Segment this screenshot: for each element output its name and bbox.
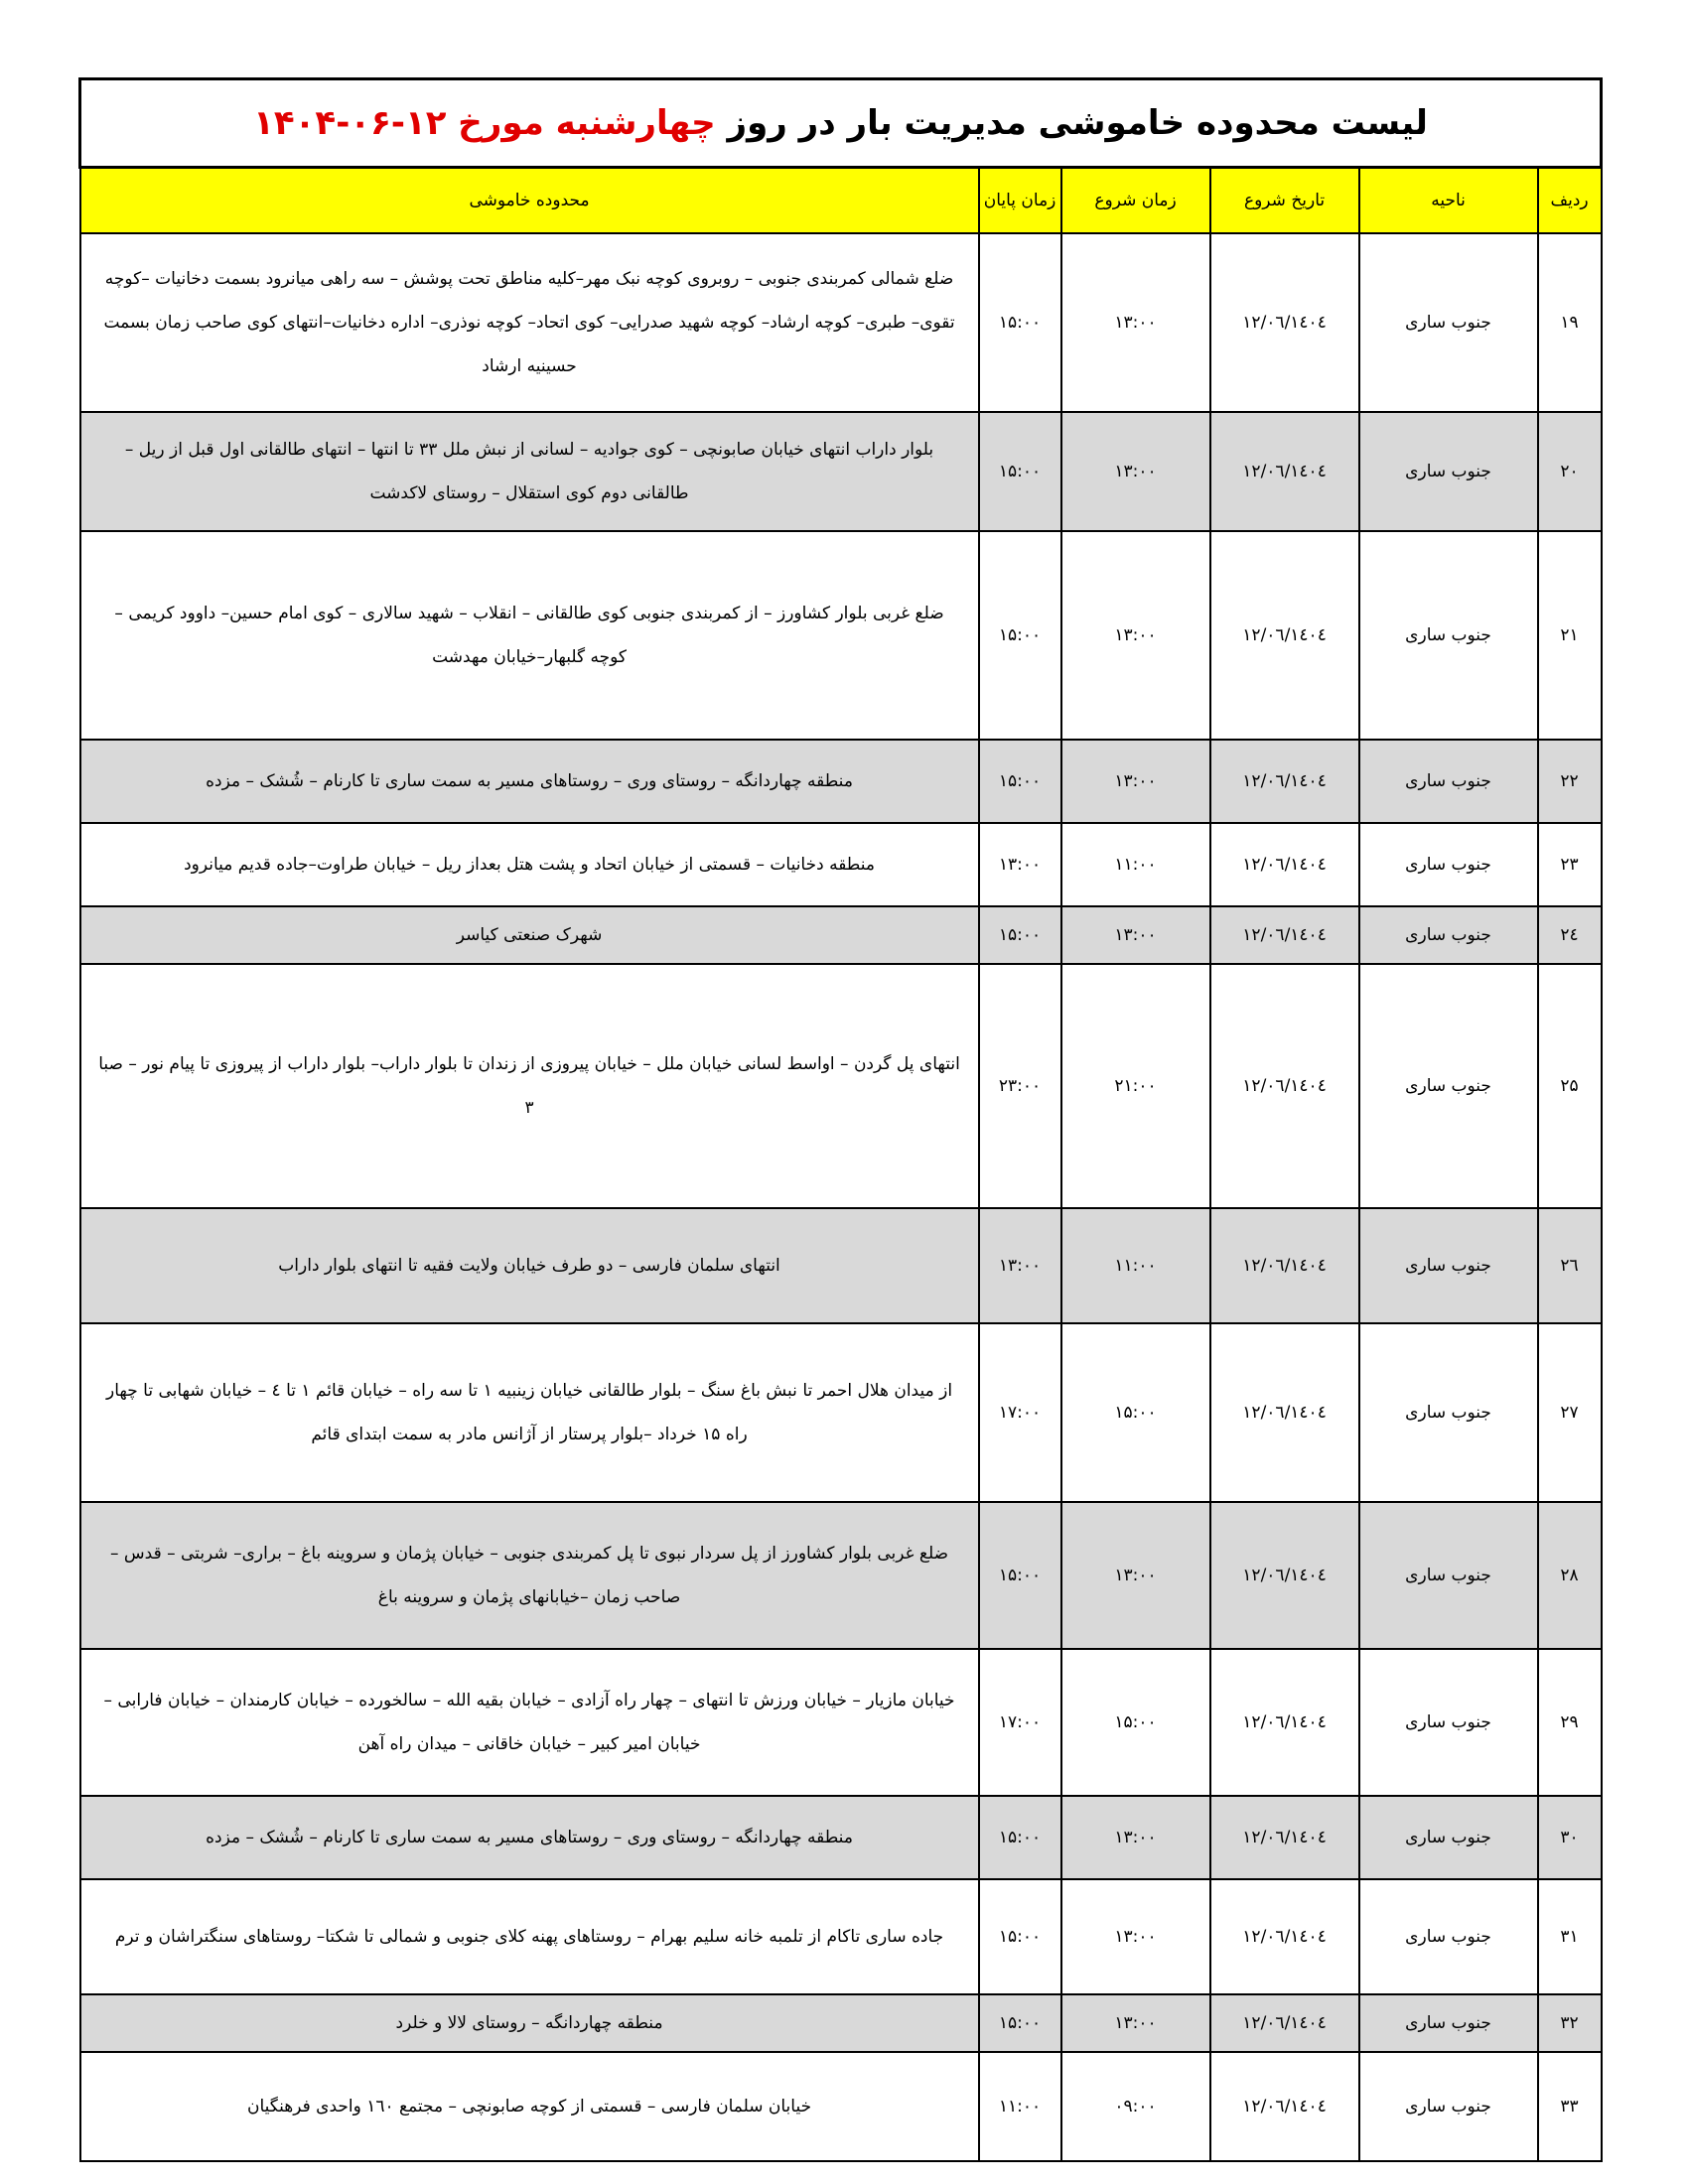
cell-start-time: ۱۳:۰۰ <box>1061 531 1210 740</box>
cell-start-date: ۱٤۰٤/۰٦/۱۲ <box>1210 823 1359 906</box>
cell-region: جنوب ساری <box>1359 906 1538 964</box>
cell-index: ۲۷ <box>1538 1323 1602 1502</box>
cell-index: ۲۸ <box>1538 1502 1602 1649</box>
cell-end-time: ۱۵:۰۰ <box>979 1994 1061 2052</box>
table-row <box>80 412 1602 531</box>
cell-outage-area: جاده ساری تاکام از تلمبه خانه سلیم بهرام – روستاهای پهنه کلای جنوبی و شمالی تا شکتا– روستاهای سنگتراشان و ترم <box>80 1879 979 1994</box>
table-header-row <box>80 168 1602 234</box>
cell-region: جنوب ساری <box>1359 823 1538 906</box>
cell-index: ۳۳ <box>1538 2052 1602 2161</box>
cell-index: ۲۹ <box>1538 1649 1602 1796</box>
table-row <box>80 1879 1602 1994</box>
cell-outage-area: انتهای سلمان فارسی – دو طرف خیابان ولایت فقیه تا انتهای بلوار داراب <box>80 1208 979 1323</box>
cell-end-time: ۱۵:۰۰ <box>979 233 1061 412</box>
table-row <box>80 233 1602 412</box>
cell-end-time: ۱۵:۰۰ <box>979 1796 1061 1879</box>
cell-region: جنوب ساری <box>1359 1649 1538 1796</box>
cell-start-time: ۰۹:۰۰ <box>1061 2052 1210 2161</box>
cell-start-time: ۱۳:۰۰ <box>1061 1994 1210 2052</box>
cell-start-time: ۱۵:۰۰ <box>1061 1649 1210 1796</box>
cell-region: جنوب ساری <box>1359 2052 1538 2161</box>
cell-outage-area: خیابان سلمان فارسی – قسمتی از کوچه صابونچی – مجتمع ۱٦۰ واحدی فرهنگیان <box>80 2052 979 2161</box>
cell-region: جنوب ساری <box>1359 412 1538 531</box>
cell-end-time: ۱۷:۰۰ <box>979 1323 1061 1502</box>
cell-start-time: ۱۳:۰۰ <box>1061 233 1210 412</box>
header-region: ناحیه <box>1359 168 1538 234</box>
cell-start-date: ۱٤۰٤/۰٦/۱۲ <box>1210 740 1359 823</box>
cell-index: ۲٤ <box>1538 906 1602 964</box>
cell-end-time: ۱۳:۰۰ <box>979 823 1061 906</box>
cell-start-date: ۱٤۰٤/۰٦/۱۲ <box>1210 1879 1359 1994</box>
cell-start-time: ۱۳:۰۰ <box>1061 906 1210 964</box>
header-outage-area: محدوده خاموشی <box>80 168 979 234</box>
cell-start-date: ۱٤۰٤/۰٦/۱۲ <box>1210 1502 1359 1649</box>
cell-start-date: ۱٤۰٤/۰٦/۱۲ <box>1210 906 1359 964</box>
header-start-time: زمان شروع <box>1061 168 1210 234</box>
cell-start-time: ۲۱:۰۰ <box>1061 964 1210 1208</box>
cell-region: جنوب ساری <box>1359 1796 1538 1879</box>
table-row <box>80 531 1602 740</box>
cell-index: ۲۲ <box>1538 740 1602 823</box>
cell-region: جنوب ساری <box>1359 233 1538 412</box>
cell-end-time: ۱۵:۰۰ <box>979 412 1061 531</box>
title-main: لیست محدوده خاموشی مدیریت بار در روز <box>715 103 1428 143</box>
table-row <box>80 1502 1602 1649</box>
cell-region: جنوب ساری <box>1359 964 1538 1208</box>
cell-outage-area: ضلع شمالی کمربندی جنوبی – روبروی کوچه نبک مهر–کلیه مناطق تحت پوشش – سه راهی میانرود بسمت دخانیات –کوچه تقوی– طبری– کوچه ارشاد– کوچه شهید صدرایی– کوی اتحاد– کوچه نوذری– اداره دخانیات–انتهای کوی صاحب زمان بسمت حسینیه ارشاد <box>80 233 979 412</box>
cell-start-time: ۱۳:۰۰ <box>1061 1879 1210 1994</box>
cell-index: ۲۰ <box>1538 412 1602 531</box>
table-row <box>80 1649 1602 1796</box>
cell-start-time: ۱۵:۰۰ <box>1061 1323 1210 1502</box>
cell-start-date: ۱٤۰٤/۰٦/۱۲ <box>1210 531 1359 740</box>
header-index: ردیف <box>1538 168 1602 234</box>
cell-outage-area: ضلع غربی بلوار کشاورز – از کمربندی جنوبی کوی طالقانی – انقلاب – شهید سالاری – کوی امام حسین– داوود کریمی – کوچه گلبهار–خیابان مهدشت <box>80 531 979 740</box>
table-row <box>80 1323 1602 1502</box>
table-row <box>80 1994 1602 2052</box>
header-start-date: تاریخ شروع <box>1210 168 1359 234</box>
cell-outage-area: ضلع غربی بلوار کشاورز از پل سردار نبوی تا پل کمربندی جنوبی – خیابان پژمان و سروینه باغ – براری– شربتی – قدس – صاحب زمان –خیابانهای پژمان و سروینه باغ <box>80 1502 979 1649</box>
cell-index: ۲۵ <box>1538 964 1602 1208</box>
cell-region: جنوب ساری <box>1359 1323 1538 1502</box>
cell-outage-area: منطقه چهاردانگه – روستای لالا و خلرد <box>80 1994 979 2052</box>
cell-region: جنوب ساری <box>1359 531 1538 740</box>
cell-outage-area: منطقه دخانیات – قسمتی از خیابان اتحاد و پشت هتل بعداز ریل – خیابان طراوت–جاده قدیم میانرود <box>80 823 979 906</box>
title-date: چهارشنبه مورخ ۱۲-۰۶-۱۴۰۴ <box>253 103 716 143</box>
cell-index: ۳۰ <box>1538 1796 1602 1879</box>
cell-region: جنوب ساری <box>1359 740 1538 823</box>
cell-outage-area: از میدان هلال احمر تا نبش باغ سنگ – بلوار طالقانی خیابان زینبیه ۱ تا سه راه – خیابان قائم ۱ تا ٤ – خیابان شهابی تا چهار راه ۱۵ خرداد –بلوار پرستار از آژانس مادر به سمت ابتدای قائم <box>80 1323 979 1502</box>
cell-start-time: ۱۳:۰۰ <box>1061 412 1210 531</box>
cell-index: ۲۱ <box>1538 531 1602 740</box>
cell-outage-area: بلوار داراب انتهای خیابان صابونچی – کوی جوادیه – لسانی از نبش ملل ۳۳ تا انتها – انتهای طالقانی اول قبل از ریل – طالقانی دوم کوی استقلال – روستای لاکدشت <box>80 412 979 531</box>
header-end-time: زمان پایان <box>979 168 1061 234</box>
cell-index: ۲٦ <box>1538 1208 1602 1323</box>
cell-index: ۱۹ <box>1538 233 1602 412</box>
cell-region: جنوب ساری <box>1359 1208 1538 1323</box>
cell-start-time: ۱۱:۰۰ <box>1061 823 1210 906</box>
table-row <box>80 1796 1602 1879</box>
cell-start-date: ۱٤۰٤/۰٦/۱۲ <box>1210 964 1359 1208</box>
cell-start-time: ۱۳:۰۰ <box>1061 740 1210 823</box>
cell-start-time: ۱۳:۰۰ <box>1061 1502 1210 1649</box>
table-row <box>80 740 1602 823</box>
cell-start-date: ۱٤۰٤/۰٦/۱۲ <box>1210 1323 1359 1502</box>
cell-start-time: ۱۱:۰۰ <box>1061 1208 1210 1323</box>
table-row <box>80 1208 1602 1323</box>
cell-outage-area: منطقه چهاردانگه – روستای وری – روستاهای مسیر به سمت ساری تا کارنام – شُشک – مزده <box>80 1796 979 1879</box>
cell-end-time: ۱۵:۰۰ <box>979 1502 1061 1649</box>
cell-outage-area: منطقه چهاردانگه – روستای وری – روستاهای مسیر به سمت ساری تا کارنام – شُشک – مزده <box>80 740 979 823</box>
cell-end-time: ۱۵:۰۰ <box>979 531 1061 740</box>
cell-start-time: ۱۳:۰۰ <box>1061 1796 1210 1879</box>
outage-table <box>78 77 1603 2162</box>
cell-end-time: ۱۵:۰۰ <box>979 906 1061 964</box>
cell-start-date: ۱٤۰٤/۰٦/۱۲ <box>1210 412 1359 531</box>
cell-outage-area: انتهای پل گردن – اواسط لسانی خیابان ملل – خیابان پیروزی از زندان تا بلوار داراب– بلوار داراب از پیروزی تا پیام نور – صبا ۳ <box>80 964 979 1208</box>
table-row <box>80 2052 1602 2161</box>
cell-region: جنوب ساری <box>1359 1502 1538 1649</box>
outage-document <box>78 77 1600 2162</box>
cell-index: ۳۱ <box>1538 1879 1602 1994</box>
table-row <box>80 823 1602 906</box>
cell-end-time: ۱۱:۰۰ <box>979 2052 1061 2161</box>
cell-start-date: ۱٤۰٤/۰٦/۱۲ <box>1210 233 1359 412</box>
cell-end-time: ۱۳:۰۰ <box>979 1208 1061 1323</box>
cell-start-date: ۱٤۰٤/۰٦/۱۲ <box>1210 1994 1359 2052</box>
table-row <box>80 906 1602 964</box>
cell-start-date: ۱٤۰٤/۰٦/۱۲ <box>1210 1796 1359 1879</box>
cell-end-time: ۱۵:۰۰ <box>979 1879 1061 1994</box>
cell-end-time: ۱۷:۰۰ <box>979 1649 1061 1796</box>
cell-start-date: ۱٤۰٤/۰٦/۱۲ <box>1210 1208 1359 1323</box>
cell-outage-area: شهرک صنعتی کیاسر <box>80 906 979 964</box>
cell-region: جنوب ساری <box>1359 1994 1538 2052</box>
cell-index: ۲۳ <box>1538 823 1602 906</box>
cell-start-date: ۱٤۰٤/۰٦/۱۲ <box>1210 1649 1359 1796</box>
cell-outage-area: خیابان مازیار – خیابان ورزش تا انتهای – چهار راه آزادی – خیابان بقیه الله – سالخورده – خیابان کارمندان – خیابان فارابی – خیابان امیر کبیر – خیابان خاقانی – میدان راه آهن <box>80 1649 979 1796</box>
page-title <box>80 79 1602 168</box>
cell-end-time: ۱۵:۰۰ <box>979 740 1061 823</box>
table-row <box>80 964 1602 1208</box>
cell-index: ۳۲ <box>1538 1994 1602 2052</box>
cell-start-date: ۱٤۰٤/۰٦/۱۲ <box>1210 2052 1359 2161</box>
table-body <box>80 233 1602 2161</box>
cell-region: جنوب ساری <box>1359 1879 1538 1994</box>
cell-end-time: ۲۳:۰۰ <box>979 964 1061 1208</box>
